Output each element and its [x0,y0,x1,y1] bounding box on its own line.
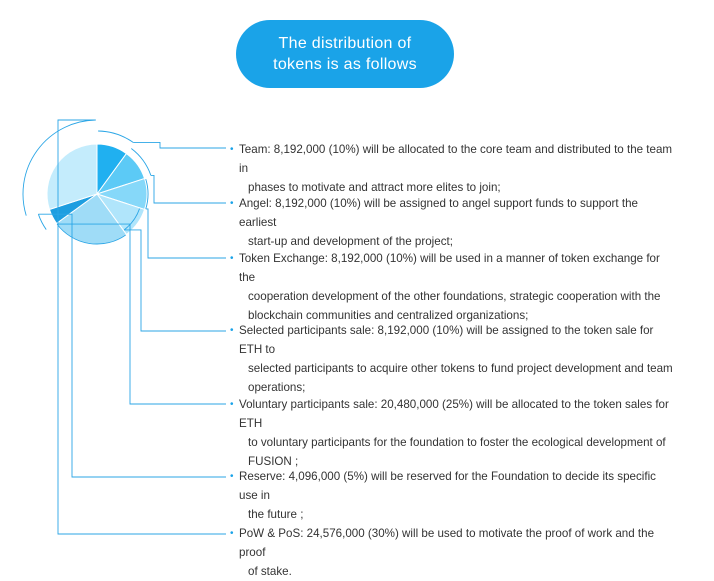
list-item-selected-participants [230,321,675,397]
list-item-reserve [230,467,675,524]
item-line: PoW & PoS: 24,576,000 (30%) will be used to motivate the proof of work and the proof [239,527,655,559]
item-line: start-up and development of the project; [248,235,453,248]
item-line: Reserve: 4,096,000 (5%) will be reserved for the Foundation to decide its specific use in [239,470,656,502]
bullet-icon: • [230,399,234,410]
item-text [230,249,675,325]
list-item-token-exchange [230,249,675,325]
title-line-2: tokens is as follows [273,56,417,73]
item-line: to voluntary participants for the foundation to foster the ecological development of [248,436,666,449]
item-line: blockchain communities and centralized organizations; [248,309,529,322]
item-text [230,395,675,471]
bullet-icon: • [230,144,234,155]
title-line-1: The distribution of [278,35,412,52]
pie-slices [47,144,147,244]
list-item-angel [230,194,675,251]
bullet-icon: • [230,198,234,209]
item-line: Angel: 8,192,000 (10%) will be assigned to angel support funds to support the earliest [239,197,638,229]
item-text [230,467,675,524]
annotation-arc [98,131,133,142]
bullet-icon: • [230,471,234,482]
list-item-team [230,140,675,197]
item-line: Team: 8,192,000 (10%) will be allocated to the core team and distributed to the team in [239,143,673,175]
item-text [230,194,675,251]
item-text [230,321,675,397]
list-item-voluntary-participants [230,395,675,471]
connector-line [151,175,226,203]
item-line: the future ; [248,508,304,521]
list-item-pow-pos [230,524,675,581]
connector-line [133,142,226,148]
item-line: Voluntary participants sale: 20,480,000 (25%) will be allocated to the token sales for ETH [239,398,669,430]
item-line: operations; [248,381,306,394]
item-line: Selected participants sale: 8,192,000 (10%) will be assigned to the token sale for ETH to [239,324,654,356]
item-text [230,140,675,197]
item-text [230,524,675,581]
connector-line [146,209,226,258]
bullet-icon: • [230,325,234,336]
connector-line [38,214,226,477]
item-line: phases to motivate and attract more elites to join; [248,181,501,194]
item-line: selected participants to acquire other tokens to fund project development and team [248,362,673,375]
bullet-icon: • [230,253,234,264]
connector-line [124,230,226,331]
bullet-icon: • [230,528,234,539]
connector-line [57,224,226,404]
item-line: FUSION ; [248,455,299,468]
annotation-arc [38,214,46,229]
item-line: cooperation development of the other foundations, strategic cooperation with the [248,290,661,303]
item-line: Token Exchange: 8,192,000 (10%) will be used in a manner of token exchange for the [239,252,660,284]
item-line: of stake. [248,565,292,578]
